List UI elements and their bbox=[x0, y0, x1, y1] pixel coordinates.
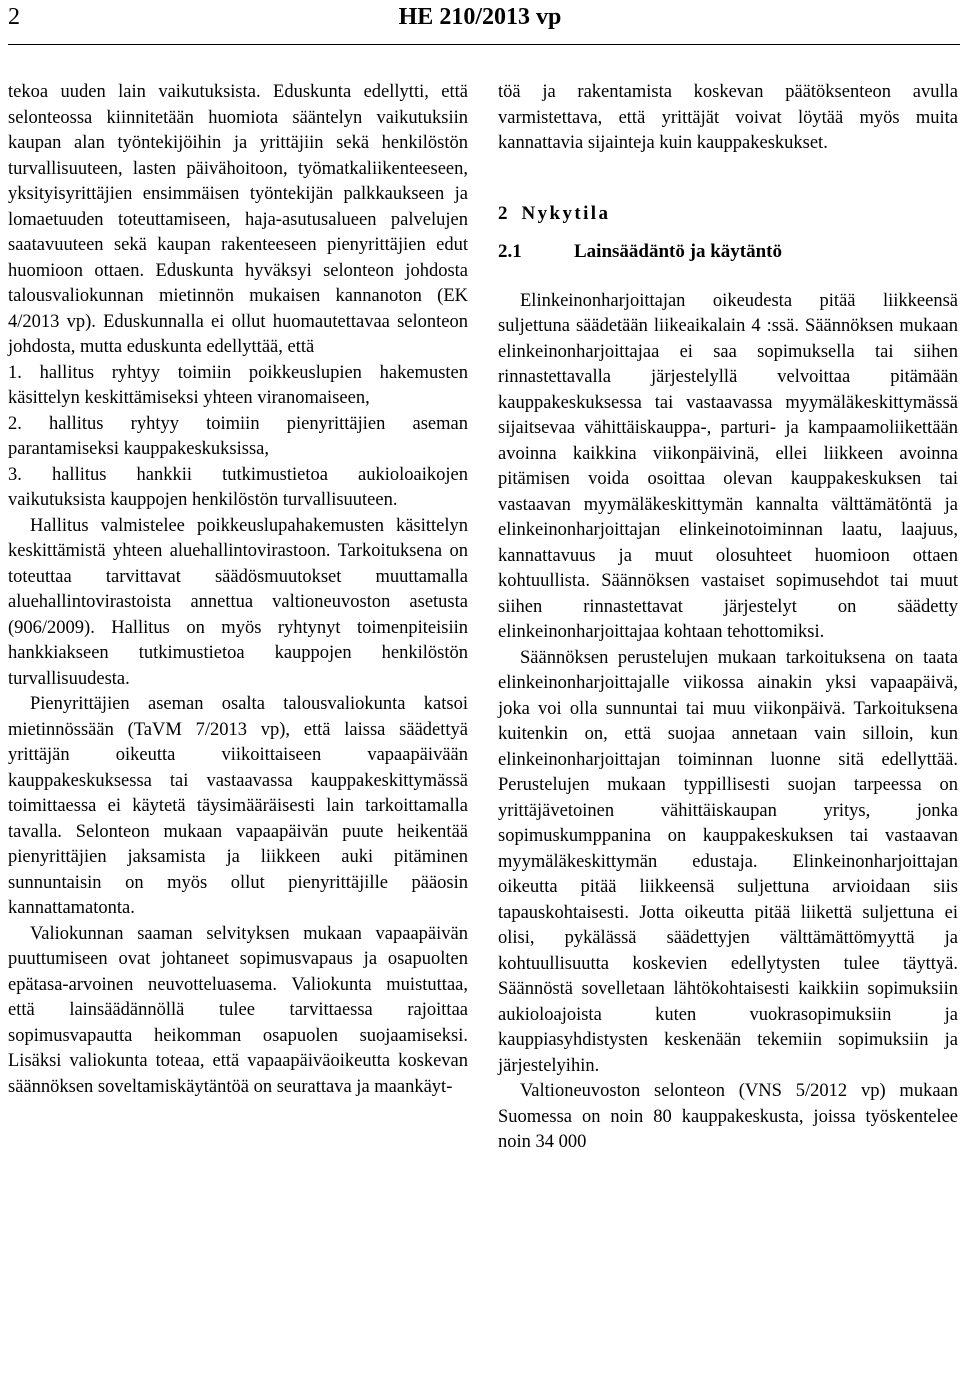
spacer bbox=[498, 265, 958, 289]
paragraph: Pienyrittäjien aseman osalta talousvaliokunta katsoi mietinnössään (TaVM 7/2013 vp), että laissa säädettyä yrittäjän oikeutta viikoittaiseen vapaapäivään kauppakeskuksessa tai vastaavassa kauppakeskittymässä toimittaessa ei käytetä täysimääräisesti lain tarkoittamalla tavalla. Selonteon mukaan vapaapäivän puute heikentää pienyrittäjien jaksamista ja liikkeen auki pitäminen sunnuntaisin on myös ollut pienyrittäjille pääosin kannattamatonta. bbox=[8, 694, 468, 918]
list-item: 3. hallitus hankkii tutkimustietoa aukioloaikojen vaikutuksista kauppojen henkilöstön turvallisuuteen. bbox=[8, 464, 468, 510]
list-item: 1. hallitus ryhtyy toimiin poikkeuslupien hakemusten käsittelyn keskittämiseksi yhteen viranomaiseen, bbox=[8, 362, 468, 408]
section-heading bbox=[498, 201, 958, 227]
section-number: 2 bbox=[498, 202, 508, 224]
section-title: Nykytila bbox=[521, 202, 611, 224]
paragraph: tekoa uuden lain vaikutuksista. Eduskunta edellytti, että selonteossa kiinnitetään huomiota sääntelyn vaikutuksiin kaupan alan työntekijöihin ja yrittäjiin sekä henkilöstön turvallisuuteen, lasten päivähoitoon, työmatkaliikenteeseen, yksityisyrittäjien ensimmäisen työntekijän palkkaukseen ja lomaetuuden toteuttamiseen, haja-asutusalueen palvelujen saatavuuteen sekä kaupan rakenteeseen pienyrittäjien edut huomioon ottaen. Eduskunta hyväksyi selonteon johdosta talousvaliokunnan mietinnön mukaisen kannanoton (EK 4/2013 vp). Eduskunnalla ei ollut huomautettavaa selonteon johdosta, mutta eduskunta edellyttää, että bbox=[8, 82, 468, 357]
paragraph: Elinkeinonharjoittajan oikeudesta pitää liikkeensä suljettuna säädetään liikeaikalain 4 :ssä. Säännöksen mukaan elinkeinonharjoittajaa ei saa sopimuksella tai siihen rinnastettavalla järjestelyllä velvoittaa pitämään kauppakeskuksessa tai vastaavassa myymäläkeskittymässä sijaitsevaa vähittäiskauppa-, parturi- ja kampaamoliikettään avoinna kaikkina viikonpäivinä, ellei liikkeen avoinna pitämisen voida osoittaa olevan kauppakeskuksen tai vastaavan myymäläkeskittymän kannalta välttämätöntä ja elinkeinonharjoittajan elinkeinotoiminnan laatu, laajuus, kannattavuus ja muut olosuhteet huomioon ottaen kohtuullista. Säännöksen vastaiset sopimusehdot tai muut siihen rinnastettavat järjestelyt on säädetty elinkeinonharjoittajaa kohtaan tehottomiksi. bbox=[498, 290, 958, 642]
paragraph: Valiokunnan saaman selvityksen mukaan vapaapäivän puuttumiseen ovat johtaneet sopimusvapaus ja osapuolten epätasa-arvoinen neuvotteluasema. Valiokunta muistuttaa, että lainsäädännöllä tulee tarvittaessa rajoittaa sopimusvapautta heikomman osapuolen suojaamiseksi. Lisäksi valiokunta toteaa, että vapaapäiväoikeutta koskevan säännöksen soveltamiskäytäntöä on seurattava ja maankäyt- bbox=[8, 923, 468, 1097]
list-item: 2. hallitus ryhtyy toimiin pienyrittäjien aseman parantamiseksi kauppakeskuksissa, bbox=[8, 413, 468, 459]
left-column bbox=[8, 80, 468, 1100]
document-id: HE 210/2013 vp bbox=[398, 4, 562, 30]
paragraph: töä ja rakentamista koskevan päätöksenteon avulla varmistettava, että yrittäjät voivat löytää myös muita kannattavia sijainteja kuin kauppakeskukset. bbox=[498, 82, 958, 153]
paragraph: Valtioneuvoston selonteon (VNS 5/2012 vp) mukaan Suomessa on noin 80 kauppakeskusta, joissa työskentelee noin 34 000 bbox=[498, 1081, 958, 1152]
paragraph: Hallitus valmistelee poikkeuslupahakemusten käsittelyn keskittämistä yhteen aluehallintovirastoon. Tarkoituksena on toteuttaa tarvittavat säädösmuutokset muuttamalla aluehallintovirastoista annettua valtioneuvoston asetusta (906/2009). Hallitus on myös ryhtynyt toimenpiteisiin hankkiakseen tutkimustietoa kauppojen henkilöstön turvallisuudesta. bbox=[8, 515, 468, 689]
subsection-heading bbox=[498, 239, 958, 265]
header-rule bbox=[8, 44, 960, 45]
subsection-number: 2.1 bbox=[498, 240, 522, 262]
right-column bbox=[498, 80, 958, 1156]
paragraph: Säännöksen perustelujen mukaan tarkoituksena on taata elinkeinonharjoittajalle viikossa ainakin yksi vapaapäivä, joka voi olla sunnuntai tai muu viikonpäivä. Tarkoituksena kuitenkin on, että suojaa annetaan vain silloin, kun elinkeinonharjoittajan toiminnan luonne sitä edellyttää. Perustelujen mukaan typpillisesti suojan tarpeessa on yrittäjävetoinen vähittäiskaupan yritys, jonka sopimuskumppanina on kauppakeskuksen tai vastaavan myymäläkeskittymän edustaja. Elinkeinonharjoittajan oikeutta pitää liikkeensä suljettuna arvioidaan siis tapauskohtaisesti. Jotta oikeutta pitää liikettä suljettuna ei olisi, pykälässä säädettyjen välttämättömyyttä ja kohtuullisuutta koskevien edellytysten tulee täyttyä. Säännöstä sovelletaan lähtökohtaisesti kaikkiin sopimuksiin aukioloajoista kuten vuokrasopimuksiin ja kauppiasyhdistysten keskenään tekemiin sopimuksiin ja järjestelyihin. bbox=[498, 647, 958, 1076]
subsection-title: Lainsäädäntö ja käytäntö bbox=[574, 240, 782, 262]
page-number: 2 bbox=[8, 4, 20, 30]
